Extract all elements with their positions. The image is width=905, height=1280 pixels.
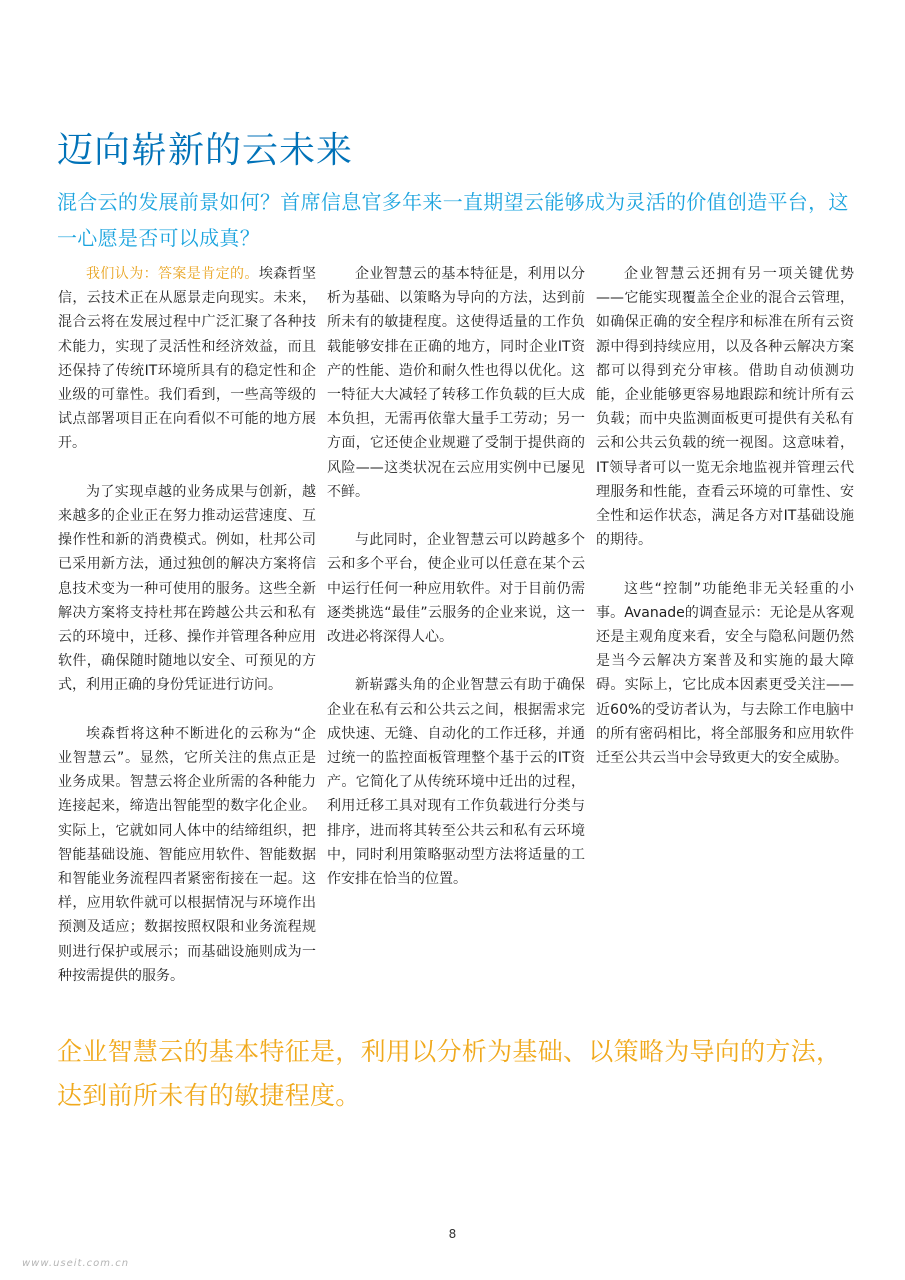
page-number: 8 <box>448 1227 457 1241</box>
lead-in-highlight: 我们认为：答案是肯定的。 <box>86 266 259 282</box>
body-paragraph <box>58 262 316 456</box>
paragraph-text: 企业智慧云的基本特征是，利用以分析为基础、以策略为导向的方法，达到前所未有的敏捷程度。这使得适量的工作负载能够安排在正确的地方，同时企业IT资产的性能、造价和耐久性也得以优化。这一特征大大减轻了转移工作负载的巨大成本负担，无需再依靠大量手工劳动；另一方面，它还使企业规避了受制于提供商的风险——这类状况在云应用实例中已屡见不鲜。 <box>327 266 585 500</box>
paragraph-text: 企业智慧云还拥有另一项关键优势——它能实现覆盖全企业的混合云管理，如确保正确的安全程序和标准在所有云资源中得到持续应用，以及各种云解决方案都可以得到充分审核。借助自动侦测功能，企业能够更容易地跟踪和统计所有云负载；而中央监测面板更可提供有关私有云和公共云负载的统一视图。这意味着，IT领导者可以一览无余地监视并管理云代理服务和性能，查看云环境的可靠性、安全性和运作状态，满足各方对IT基础设施的期待。 <box>596 266 854 549</box>
paragraph-text: 埃森哲坚信，云技术正在从愿景走向现实。未来，混合云将在发展过程中广泛汇聚了各种技术能力，实现了灵活性和经济效益，而且还保持了传统IT环境所具有的稳定性和企业级的可靠性。我们看到，一些高等级的试点部署项目正在向看似不可能的地方展开。 <box>58 266 317 452</box>
body-paragraph <box>327 673 585 891</box>
paragraph-text: 为了实现卓越的业务成果与创新，越来越多的企业正在努力推动运营速度、互操作性和新的消费模式。例如，杜邦公司已采用新方法，通过独创的解决方案将信息技术变为一种可使用的服务。这些全新解决方案将支持杜邦在跨越公共云和私有云的环境中，迁移、操作并管理各种应用软件，确保随时随地以安全、可预见的方式，利用正确的身份凭证进行访问。 <box>58 483 316 694</box>
text-column-3 <box>596 262 854 794</box>
body-paragraph <box>327 528 585 649</box>
text-column-2 <box>327 262 585 915</box>
body-paragraph <box>58 480 316 698</box>
body-paragraph <box>58 722 316 988</box>
body-paragraph <box>596 577 854 771</box>
pull-quote: 企业智慧云的基本特征是，利用以分析为基础、以策略为导向的方法，达到前所未有的敏捷程度。 <box>57 1037 842 1110</box>
paragraph-text: 新崭露头角的企业智慧云有助于确保企业在私有云和公共云之间，根据需求完成快速、无缝、自动化的工作迁移，并通过统一的监控面板管理整个基于云的IT资产。它简化了从传统环境中迁出的过程，利用迁移工具对现有工作负载进行分类与排序，进而将其转至公共云和私有云环境中，同时利用策略驱动型方法将适量的工作安排在恰当的位置。 <box>327 677 585 888</box>
page-subtitle: 混合云的发展前景如何？首席信息官多年来一直期望云能够成为灵活的价值创造平台，这一心愿是否可以成真？ <box>57 190 849 250</box>
body-paragraph <box>596 262 854 552</box>
paragraph-text: 这些“控制”功能绝非无关轻重的小事。Avanade的调查显示：无论是从客观还是主观角度来看，安全与隐私问题仍然是当今云解决方案普及和实施的最大障碍。实际上，它比成本因素更受关注——近60%的受访者认为，与去除工作电脑中的所有密码相比，将全部服务和应用软件迁至公共云当中会导致更大的安全威胁。 <box>596 580 854 767</box>
body-paragraph <box>327 262 585 504</box>
paragraph-text: 埃森哲将这种不断进化的云称为“企业智慧云”。显然，它所关注的焦点正是业务成果。智慧云将企业所需的各种能力连接起来，缔造出智能型的数字化企业。实际上，它就如同人体中的结缔组织，把智能基础设施、智能应用软件、智能数据和智能业务流程四者紧密衔接在一起。这样，应用软件就可以根据情况与环境作出预测及适应；数据按照权限和业务流程规则进行保护或展示；而基础设施则成为一种按需提供的服务。 <box>58 725 316 984</box>
watermark-text: www.useit.com.cn <box>22 1258 130 1269</box>
text-column-1 <box>58 262 316 1012</box>
paragraph-text: 与此同时，企业智慧云可以跨越多个云和多个平台，使企业可以任意在某个云中运行任何一种应用软件。对于目前仍需逐类挑选“最佳”云服务的企业来说，这一改进必将深得人心。 <box>327 532 585 646</box>
page-title: 迈向崭新的云未来 <box>57 130 354 171</box>
